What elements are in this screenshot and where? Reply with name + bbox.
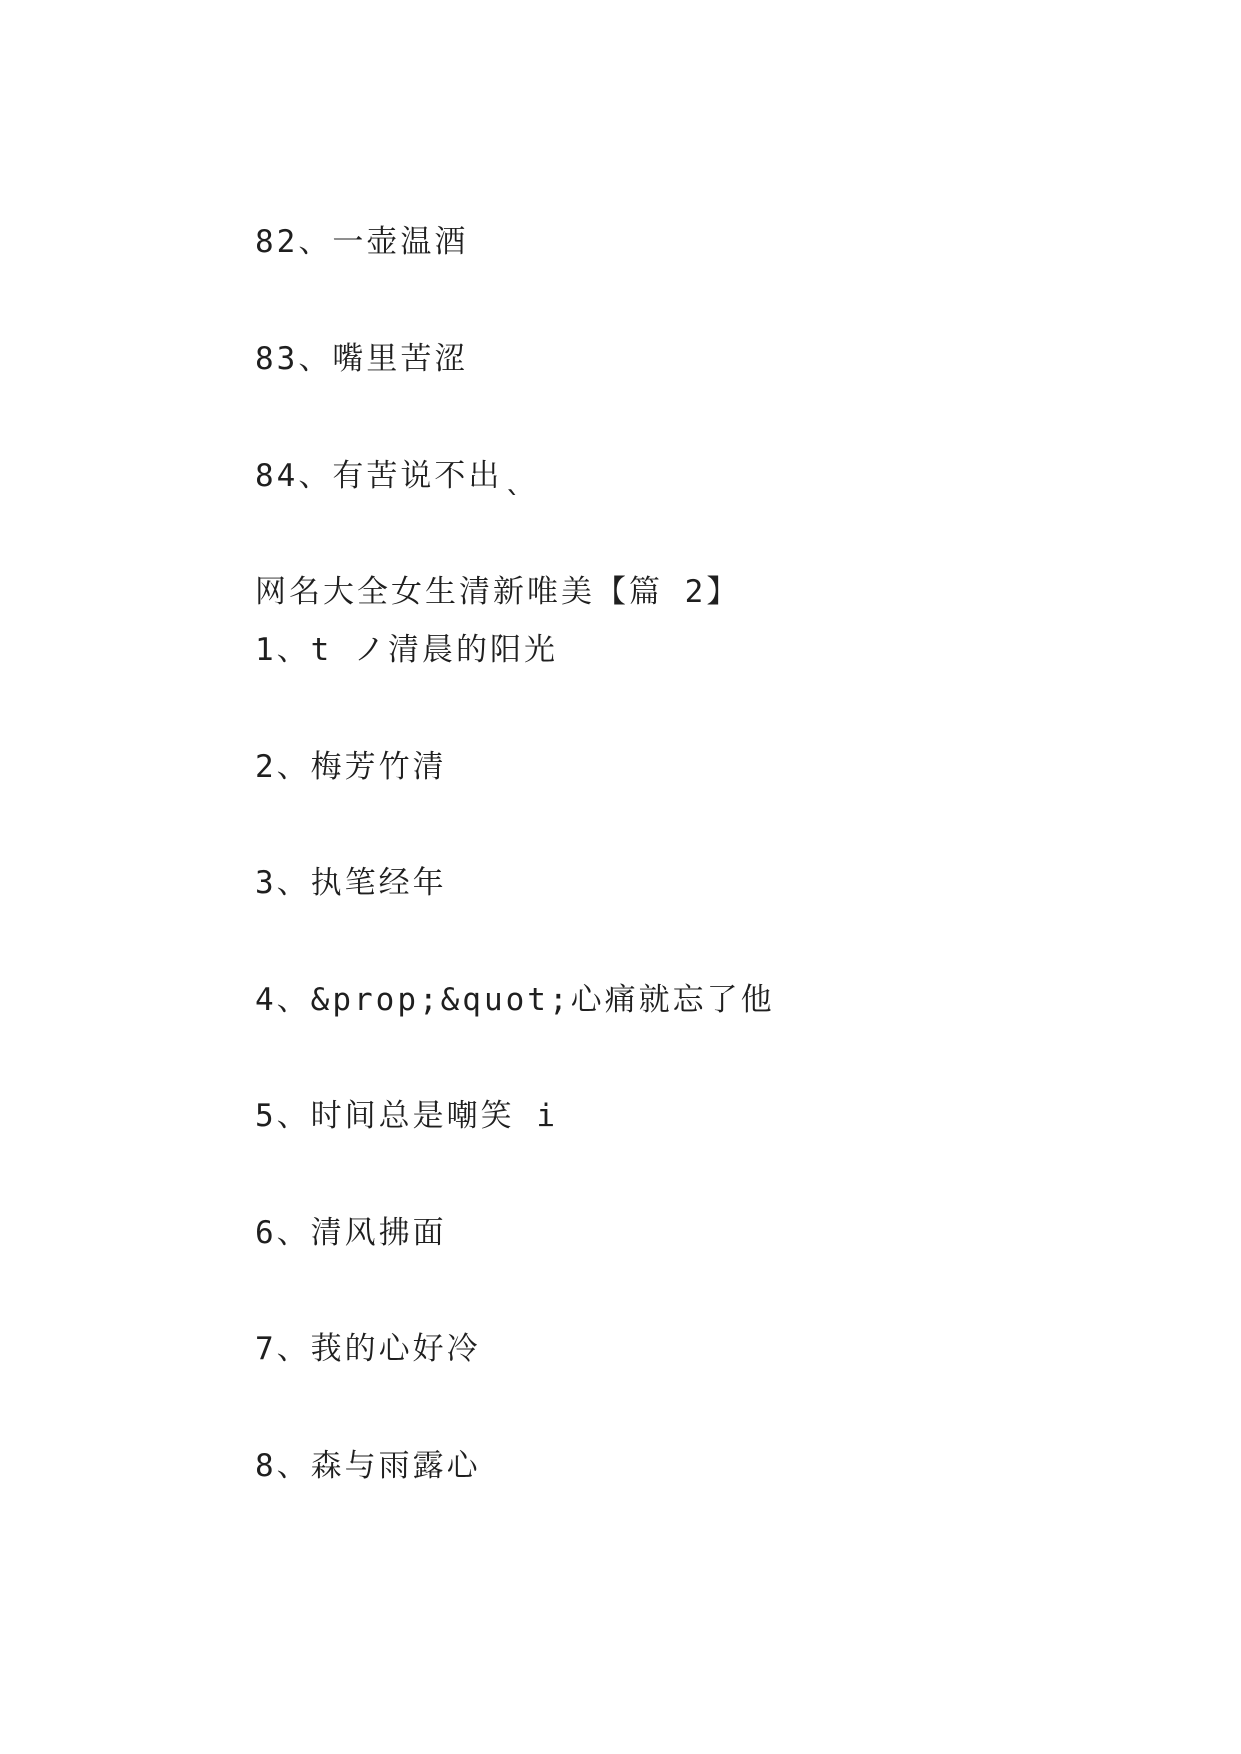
list-item: 83、嘴里苦涩 xyxy=(255,341,469,377)
list-item: 3、执笔经年 xyxy=(255,865,447,901)
list-item: 5、时间总是嘲笑 i xyxy=(255,1098,558,1134)
list-item: 8、森与雨露心 xyxy=(255,1448,481,1484)
list-item: 1、t ノ清晨的阳光 xyxy=(255,632,558,668)
list-item: 7、莪的心好冷 xyxy=(255,1331,481,1367)
list-item: 84、有苦说不出ˎ xyxy=(255,458,524,494)
list-item: 4、&prop;&quot;心痛就忘了他 xyxy=(255,982,775,1018)
list-item: 6、清风拂面 xyxy=(255,1215,447,1251)
list-item: 82、一壶温酒 xyxy=(255,224,469,260)
list-item: 2、梅芳竹清 xyxy=(255,749,447,785)
section-heading: 网名大全女生清新唯美【篇 2】 xyxy=(255,574,741,610)
